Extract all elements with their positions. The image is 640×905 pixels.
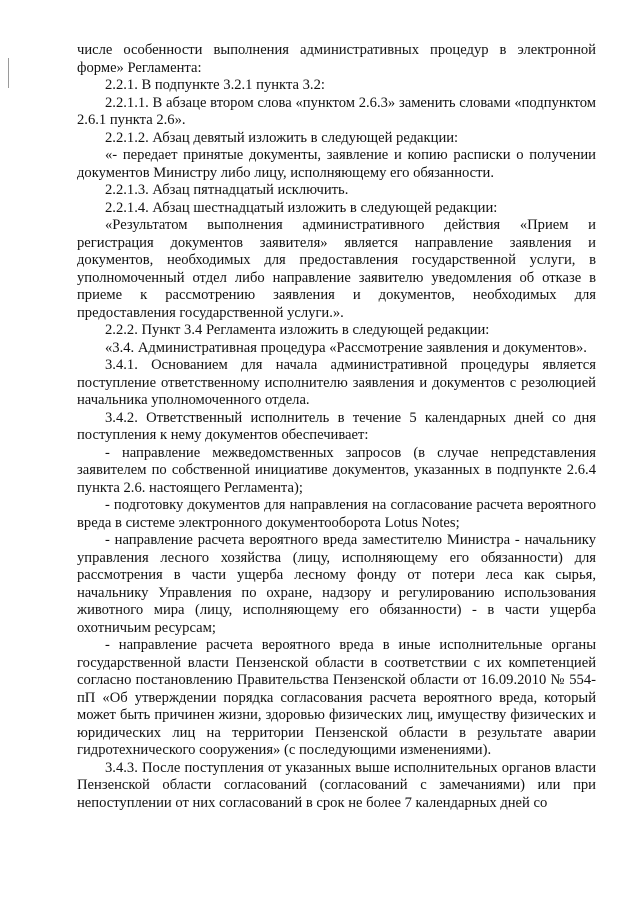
paragraph: 2.2.2. Пункт 3.4 Регламента изложить в следующей редакции: [105, 322, 490, 338]
paragraph: 2.2.1.1. В абзаце втором слова «пунктом 2.6.3» заменить словами «подпунктом 2.6.1 пункта 2.6». [77, 94, 596, 128]
list-item: - направление расчета вероятного вреда в иные исполнительные органы государственной власти Пензенской области в соответствии с их компетенцией согласно постановлению Правительства Пензенской области от 16.09.2010 № 554-пП «Об утверждении порядка согласования расчета вероятного вреда, который может быть причинен жизни, здоровью физических лиц, имуществу физических и юридических лиц на территории Пензенской области в результате аварии гидротехнического сооружения» (с последующими изменениями). [77, 637, 596, 758]
margin-mark [8, 58, 9, 88]
paragraph: 2.2.1.3. Абзац пятнадцатый исключить. [105, 182, 349, 198]
list-item: - подготовку документов для направления на согласование расчета вероятного вреда в системе электронного документооборота Lotus Notes; [77, 497, 596, 531]
list-item: - направление расчета вероятного вреда заместителю Министра - начальнику управления лесного хозяйства (лицу, исполняющему его обязанности) для рассмотрения в части ущерба лесному фонду от потери леса как сырья, начальнику Управления по охране, надзору и регулированию использования животного мира (лицу, исполняющему его обязанности) - в части ущерба охотничьим ресурсам; [77, 532, 596, 636]
paragraph: 3.4.3. После поступления от указанных выше исполнительных органов власти Пензенской области согласований (согласований с замечаниями) или при непоступлении от них согласований в срок не более 7 календарных дней со [77, 759, 596, 811]
paragraph: «3.4. Административная процедура «Рассмотрение заявления и документов». [105, 339, 587, 356]
paragraph: 2.2.1.4. Абзац шестнадцатый изложить в следующей редакции: [105, 199, 498, 216]
paragraph: 2.2.1.2. Абзац девятый изложить в следующей редакции: [105, 129, 459, 146]
paragraph: числе особенности выполнения административных процедур в электронной форме» Регламента: [77, 42, 596, 76]
paragraph: «- передает принятые документы, заявление и копию расписки о получении документов Министру либо лицу, исполняющему его обязанности. [77, 147, 596, 181]
paragraph: 3.4.1. Основанием для начала административной процедуры является поступление ответственному исполнителю заявления и документов с резолюцией начальника уполномоченного отдела. [77, 357, 596, 408]
paragraph: 3.4.2. Ответственный исполнитель в течение 5 календарных дней со дня поступления к нему документов обеспечивает: [77, 409, 596, 443]
list-item: - направление межведомственных запросов (в случае непредставления заявителем по собственной инициативе документов, указанных в подпункте 2.6.4 пункта 2.6. настоящего Регламента); [77, 444, 596, 496]
paragraph: «Результатом выполнения административного действия «Прием и регистрация документов заявителя» является направление заявления и документов, необходимых для предоставления государственной услуги, в уполномоченный отдел либо направление заявителю уведомления об отказе в приеме к рассмотрению заявления и документов, необходимых для предоставления государственной услуги.». [77, 217, 596, 321]
paragraph: 2.2.1. В подпункте 3.2.1 пункта 3.2: [105, 77, 325, 93]
document-body [77, 42, 596, 812]
